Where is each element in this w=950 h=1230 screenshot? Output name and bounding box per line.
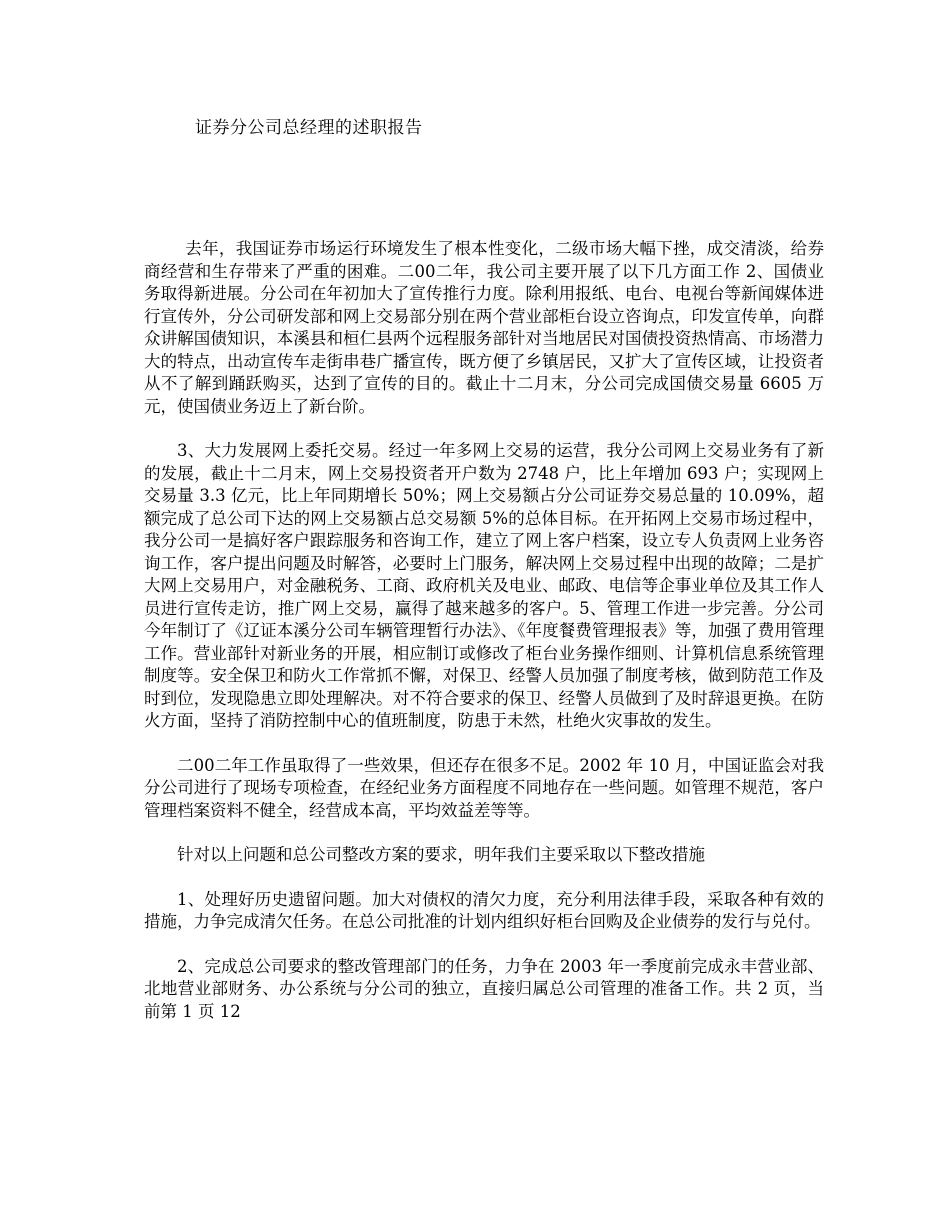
document-body xyxy=(144,238,824,1045)
paragraph-6: 2、完成总公司要求的整改管理部门的任务，力争在 2003 年一季度前完成永丰营业部、北地营业部财务、办公系统与分公司的独立，直接归属总公司管理的准备工作。共 2 页，当前第 1 页 12 xyxy=(144,956,824,1021)
paragraph-1: 去年，我国证券市场运行环境发生了根本性变化，二级市场大幅下挫，成交清淡，给券商经营和生存带来了严重的困难。二00二年，我公司主要开展了以下几方面工作 2、国债业务取得新进展。分公司在年初加大了宣传推行力度。除利用报纸、电台、电视台等新闻媒体进行宣传外，分公司研发部和网上交易部分别在两个营业部柜台设立咨询点，印发宣传单，向群众讲解国债知识，本溪县和桓仁县两个远程服务部针对当地居民对国债投资热情高、市场潜力大的特点，出动宣传车走街串巷广播宣传，既方便了乡镇居民，又扩大了宣传区域，让投资者从不了解到踊跃购买，达到了宣传的目的。截止十二月末，分公司完成国债交易量 6605 万元，使国债业务迈上了新台阶。 xyxy=(144,239,824,416)
paragraph-4: 针对以上问题和总公司整改方案的要求，明年我们主要采取以下整改措施 xyxy=(177,845,705,864)
paragraph-2: 3、大力发展网上委托交易。经过一年多网上交易的运营，我分公司网上交易业务有了新的发展，截止十二月末，网上交易投资者开户数为 2748 户，比上年增加 693 户；实现网上交易量 3.3 亿元，比上年同期增长 50%；网上交易额占分公司证券交易总量的 10.09%，超额完成了总公司下达的网上交易额占总交易额 5%的总体目标。在开拓网上交易市场过程中，我分公司一是搞好客户跟踪服务和咨询工作，建立了网上客户档案，设立专人负责网上业务咨询工作，客户提出问题及时解答，必要时上门服务，解决网上交易过程中出现的故障；二是扩大网上交易用户，对金融税务、工商、政府机关及电业、邮政、电信等企事业单位及其工作人员进行宣传走访，推广网上交易，赢得了越来越多的客户。5、管理工作进一步完善。分公司今年制订了《辽证本溪分公司车辆管理暂行办法》、《年度餐费管理报表》等，加强了费用管理工作。营业部针对新业务的开展，相应制订或修改了柜台业务操作细则、计算机信息系统管理制度等。安全保卫和防火工作常抓不懈，对保卫、经警人员加强了制度考核，做到防范工作及时到位，发现隐患立即处理解决。对不符合要求的保卫、经警人员做到了及时辞退更换。在防火方面，坚持了消防控制中心的值班制度，防患于未然，杜绝火灾事故的发生。 xyxy=(144,441,824,730)
paragraph-5: 1、处理好历史遗留问题。加大对债权的清欠力度，充分利用法律手段，采取各种有效的措施，力争完成清欠任务。在总公司批准的计划内组织好柜台回购及企业债券的发行与兑付。 xyxy=(144,889,824,931)
paragraph-3: 二00二年工作虽取得了一些效果，但还存在很多不足。2002 年 10 月，中国证监会对我分公司进行了现场专项检查，在经纪业务方面程度不同地存在一些问题。如管理不规范，客户管理档案资料不健全，经营成本高，平均效益差等等。 xyxy=(144,755,824,820)
document-title: 证券分公司总经理的述职报告 xyxy=(195,118,423,138)
